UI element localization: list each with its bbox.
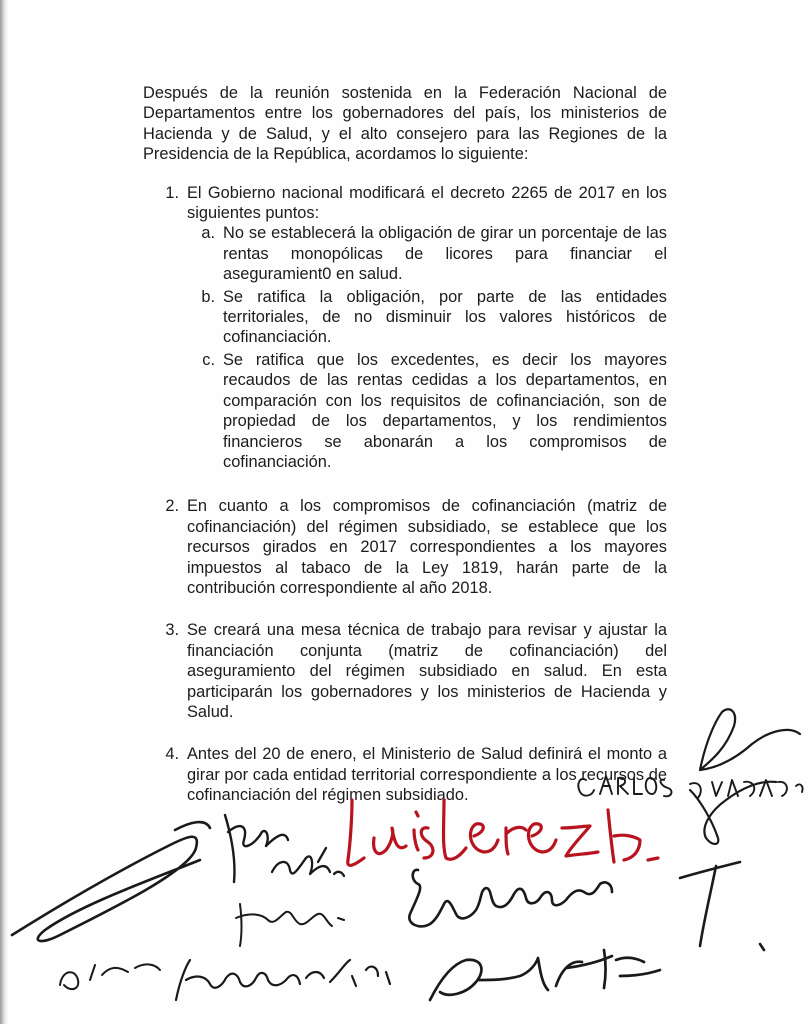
agreement-item-4 <box>143 744 667 805</box>
subitem-text: No se establecerá la obligación de girar un porcentaje de las rentas monopólicas de licores para financiar el aseguramient0 en salud. <box>223 224 667 284</box>
subitem-b <box>187 287 667 348</box>
agreement-item-1 <box>143 183 667 475</box>
signature-left <box>12 822 210 941</box>
subitem-letter: c. <box>202 350 215 369</box>
item-text: En cuanto a los compromisos de cofinanciación (matriz de cofinanciación) del régimen subsidiado, se establece que los recursos girados en 2017 correspondientes a los mayores impuestos al tabaco de la Ley 1819, harán parte de la contribución correspondiente al año 2018. <box>187 497 667 597</box>
subitem-text: Se ratifica la obligación, por parte de las entidades territoriales, de no disminuir los valores históricos de cofinanciación. <box>223 287 667 347</box>
signature-small-left <box>236 904 344 946</box>
signature-left-bottom <box>60 964 160 989</box>
item-text: Se creará una mesa técnica de trabajo para revisar y ajustar la financiación conjunta (matriz de cofinanciación) del aseguramiento del régimen subsidiado en salud. En esta participarán los gobernadores y los ministerios de Hacienda y Salud. <box>187 621 667 721</box>
signature-middle-1 <box>272 848 344 876</box>
signature-bottom-right <box>430 950 660 1000</box>
subitem-text: Se ratifica que los excedentes, es decir los mayores recaudos de las rentas cedidas a los departamentos, en comparación con los requisitos de cofinanciación, son de propiedad de los departamentos, y los rendimientos financieros se abonarán a los compromisos de cofinanciación. <box>223 350 667 471</box>
signature-bottom-left <box>176 960 390 1000</box>
agreement-item-3 <box>143 620 667 722</box>
subitem-a <box>187 223 667 284</box>
page-edge <box>0 0 8 1024</box>
agreement-item-2 <box>143 496 667 598</box>
item-number: 2. <box>165 497 179 516</box>
subitem-c <box>187 350 667 472</box>
item-text: Antes del 20 de enero, el Ministerio de Salud definirá el monto a girar por cada entidad territorial correspondiente a los recursos de cofinanciación del régimen subsidiado. <box>187 745 667 805</box>
signature-right-scribble <box>690 709 800 844</box>
item-number: 4. <box>165 745 179 764</box>
document-body <box>143 83 667 828</box>
intro-paragraph: Después de la reunión sostenida en la Federación Nacional de Departamentos entre los gobernadores del país, los ministerios de Hacienda y de Salud, y el alto consejero para las Regiones de la Presidencia de la República, acordamos lo siguiente: <box>143 84 667 164</box>
subitem-letter: a. <box>201 224 215 243</box>
item-number: 3. <box>165 621 179 640</box>
item-number: 1. <box>165 183 179 202</box>
signature-middle-2 <box>409 870 612 927</box>
item-text: El Gobierno nacional modificará el decreto 2265 de 2017 en los siguientes puntos: <box>187 183 667 223</box>
signature-right-t <box>680 862 764 950</box>
subitem-letter: b. <box>201 287 215 306</box>
